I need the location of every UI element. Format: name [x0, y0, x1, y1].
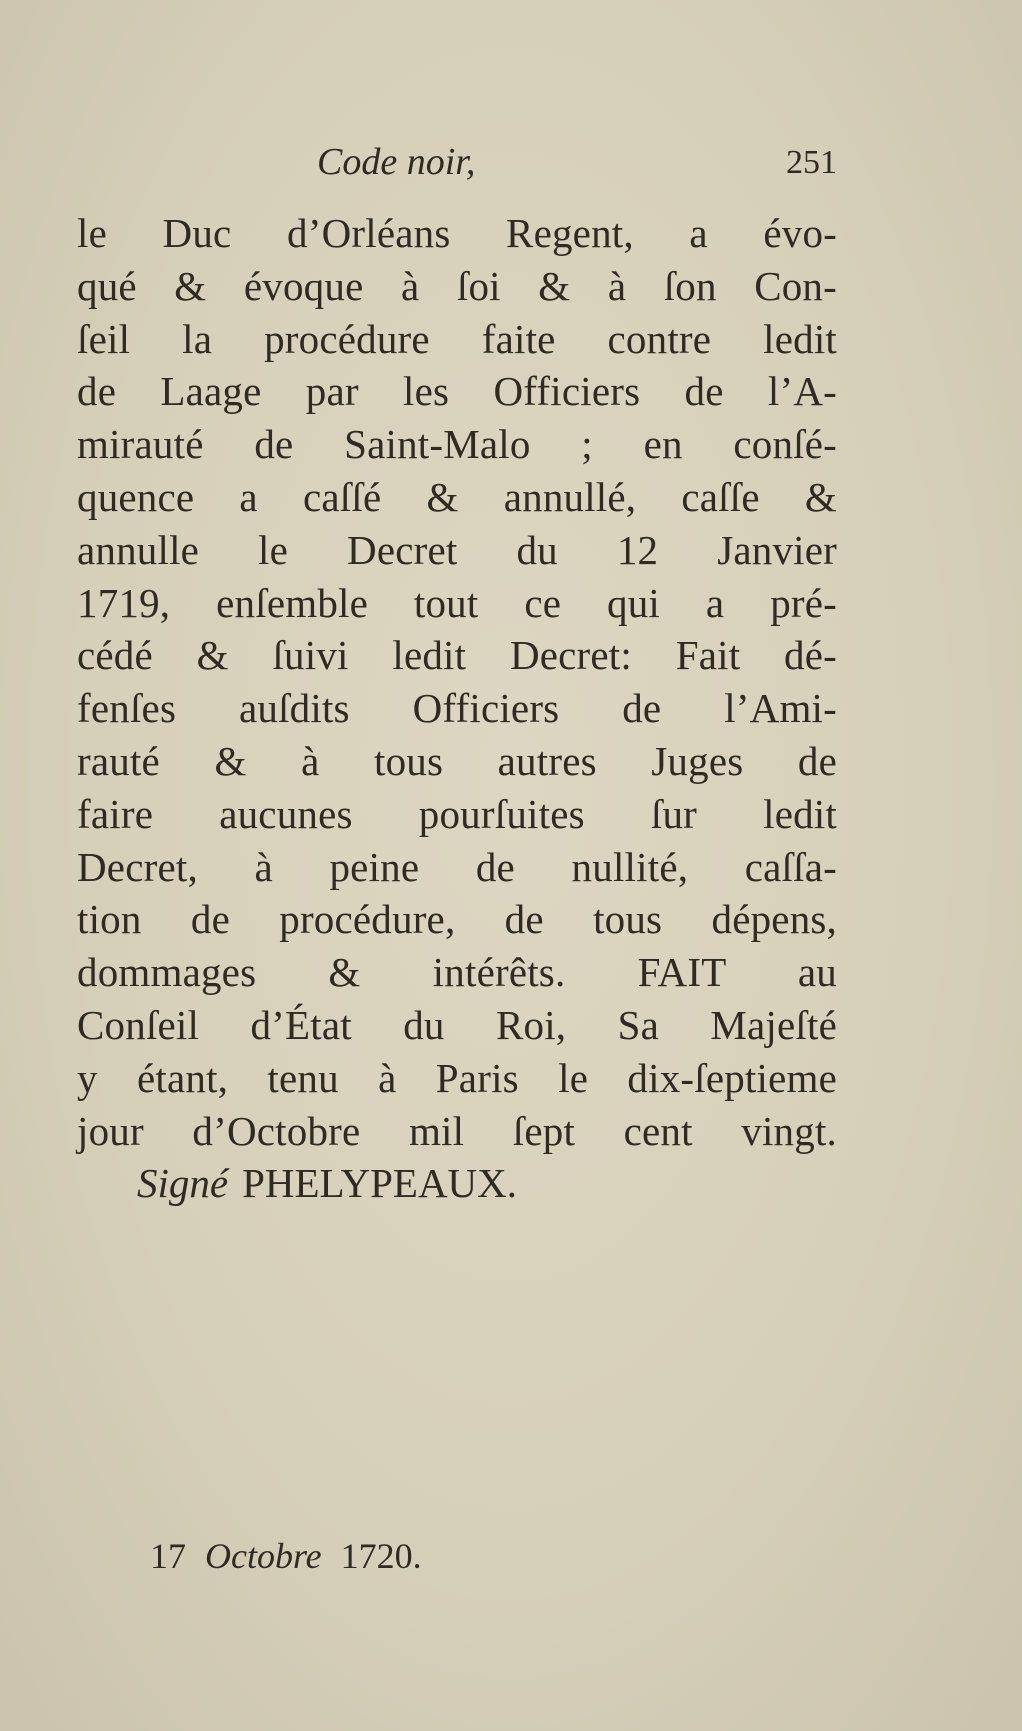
footer-day: 17	[150, 1536, 186, 1576]
text-line: jour d’Octobre mil ſept cent vingt.	[77, 1107, 837, 1154]
text-line: tion de procédure, de tous dépens,	[77, 896, 837, 943]
text-line: y étant, tenu à Paris le dix-ſeptieme	[77, 1054, 837, 1101]
text-line: rauté & à tous autres Juges de	[77, 737, 837, 784]
text-line: dommages & intérêts. FAIT au	[77, 949, 837, 996]
text-line: qué & évoque à ſoi & à ſon Con-	[77, 262, 837, 309]
footer-month: Octobre	[205, 1536, 322, 1576]
signature	[77, 1157, 837, 1210]
footer-year: 1720.	[340, 1536, 422, 1576]
text-line: Decret, à peine de nullité, caſſa-	[77, 843, 837, 890]
page-number: 251	[786, 144, 837, 181]
text-line: mirauté de Saint-Malo ; en conſé-	[77, 421, 837, 468]
signatory-name: PHELYPEAUX.	[242, 1160, 518, 1207]
text-line: faire aucunes pourſuites ſur ledit	[77, 790, 837, 837]
signature-label: Signé	[137, 1160, 229, 1207]
text-line: de Laage par les Officiers de l’A-	[77, 368, 837, 415]
text-line: quence a caſſé & annullé, caſſe &	[77, 473, 837, 520]
text-line: fenſes auſdits Officiers de l’Ami-	[77, 685, 837, 732]
body-text	[77, 207, 837, 1210]
text-line: Conſeil d’État du Roi, Sa Majeſté	[77, 1001, 837, 1048]
page-header	[77, 140, 837, 190]
text-line: ſeil la procédure faite contre ledit	[77, 315, 837, 362]
text-line: 1719, enſemble tout ce qui a pré-	[77, 579, 837, 626]
footer-date	[150, 1535, 422, 1577]
running-title: Code noir,	[317, 141, 476, 183]
text-line: annulle le Decret du 12 Janvier	[77, 526, 837, 573]
text-line: le Duc d’Orléans Regent, a évo-	[77, 210, 837, 256]
text-line: cédé & ſuivi ledit Decret: Fait dé-	[77, 632, 837, 679]
